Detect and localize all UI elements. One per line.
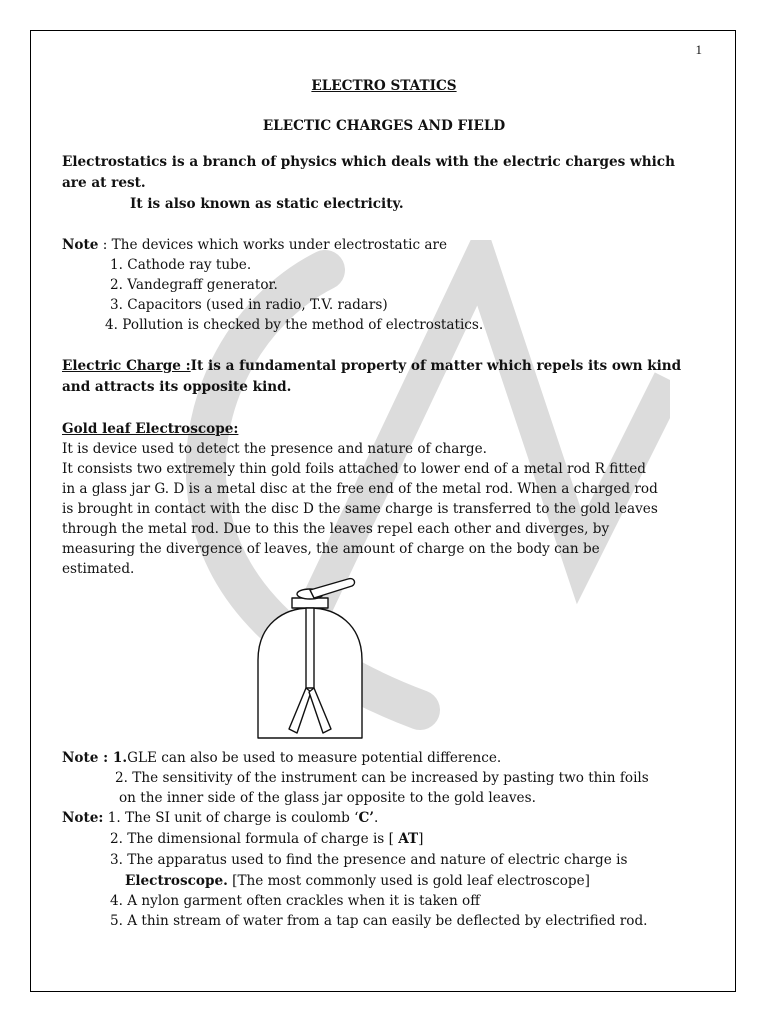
electric-charge-definition bbox=[62, 356, 681, 376]
note-si-unit-text: 1. The SI unit of charge is coulomb ‘ bbox=[103, 810, 359, 826]
note-label: Note bbox=[62, 237, 99, 253]
note-number: 1. bbox=[112, 750, 128, 766]
dimensional-formula-value: AT bbox=[398, 831, 419, 847]
page-title: ELECTRO STATICS bbox=[311, 78, 457, 94]
note-apparatus-line-2 bbox=[125, 871, 590, 891]
note-label: Note: bbox=[62, 810, 104, 826]
electroscope-line: through the metal rod. Due to this the leaves repel each other and diverges, by bbox=[62, 521, 610, 537]
list-item: 1. Cathode ray tube. bbox=[110, 257, 252, 273]
electroscope-line: estimated. bbox=[62, 561, 135, 577]
intro-line-3: It is also known as static electricity. bbox=[130, 196, 404, 212]
gold-leaf-electroscope-diagram bbox=[240, 572, 380, 740]
page-number: 1 bbox=[695, 42, 702, 57]
electric-charge-text-2: and attracts its opposite kind. bbox=[62, 379, 292, 395]
list-item: 2. Vandegraff generator. bbox=[110, 277, 278, 293]
note-label: Note : bbox=[62, 750, 113, 766]
electroscope-heading: Gold leaf Electroscope: bbox=[62, 421, 239, 437]
dimensional-formula-end: ] bbox=[418, 831, 424, 847]
page-subtitle: ELECTIC CHARGES AND FIELD bbox=[262, 118, 506, 134]
note-si-unit-end: . bbox=[374, 810, 379, 826]
list-item: 3. Capacitors (used in radio, T.V. radars) bbox=[110, 297, 388, 313]
electroscope-remark: [The most commonly used is gold leaf electroscope] bbox=[227, 873, 590, 889]
note-devices bbox=[62, 235, 447, 255]
note-nylon: 4. A nylon garment often crackles when it is taken off bbox=[110, 893, 480, 909]
list-item: 4. Pollution is checked by the method of electrostatics. bbox=[105, 317, 484, 333]
note-gle-text: GLE can also be used to measure potential difference. bbox=[127, 750, 502, 766]
intro-line-2: are at rest. bbox=[62, 175, 146, 191]
electroscope-line: in a glass jar G. D is a metal disc at the free end of the metal rod. When a charged rod bbox=[62, 481, 658, 497]
electric-charge-text-1: It is a fundamental property of matter which repels its own kind bbox=[190, 358, 682, 374]
electroscope-line: It is device used to detect the presence and nature of charge. bbox=[62, 441, 487, 457]
note-devices-text: : The devices which works under electrostatic are bbox=[98, 237, 448, 253]
note-dimensional-formula bbox=[110, 829, 423, 849]
electroscope-line: is brought in contact with the disc D the same charge is transferred to the gold leaves bbox=[62, 501, 658, 517]
electroscope-line: It consists two extremely thin gold foils attached to lower end of a metal rod R fitted bbox=[62, 461, 647, 477]
si-unit-symbol: C’ bbox=[358, 810, 374, 826]
dimensional-formula-text: 2. The dimensional formula of charge is [ bbox=[110, 831, 399, 847]
electric-charge-heading: Electric Charge : bbox=[62, 358, 191, 374]
note-water-stream: 5. A thin stream of water from a tap can easily be deflected by electrified rod. bbox=[110, 913, 648, 929]
electroscope-line: measuring the divergence of leaves, the amount of charge on the body can be bbox=[62, 541, 600, 557]
note-apparatus-line-1: 3. The apparatus used to find the presence and nature of electric charge is bbox=[110, 852, 628, 868]
note-gle-line-3: on the inner side of the glass jar opposite to the gold leaves. bbox=[119, 790, 536, 806]
note-gle bbox=[62, 748, 501, 768]
note-gle-line-2: 2. The sensitivity of the instrument can be increased by pasting two thin foils bbox=[115, 770, 649, 786]
note-si-unit bbox=[62, 808, 378, 828]
intro-line-1: Electrostatics is a branch of physics which deals with the electric charges which bbox=[62, 154, 675, 170]
electroscope-term: Electroscope. bbox=[125, 873, 228, 889]
